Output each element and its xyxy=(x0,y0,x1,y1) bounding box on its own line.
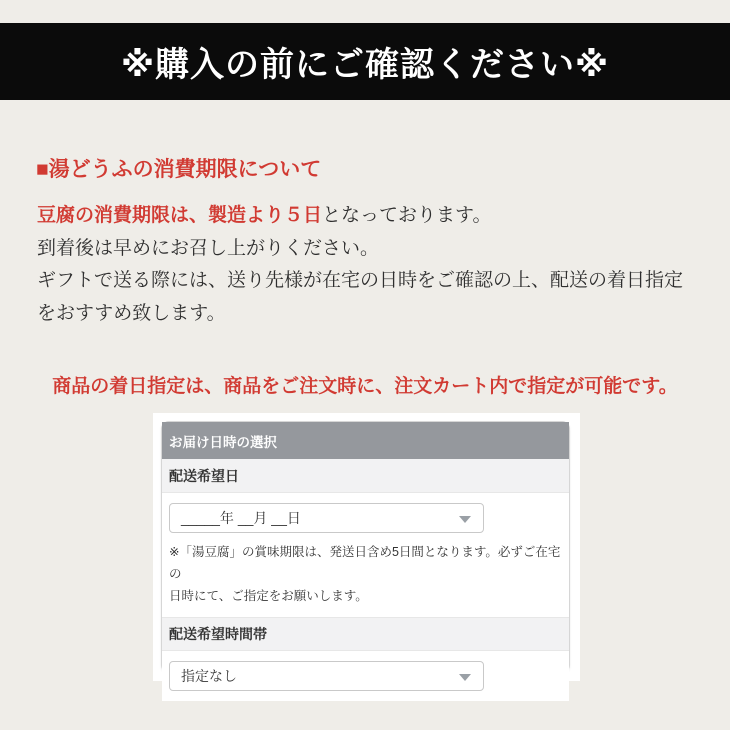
delivery-date-label-row xyxy=(162,459,569,493)
expiry-highlight: 豆腐の消費期限は、製造より５日 xyxy=(37,205,323,226)
delivery-date-note xyxy=(169,541,561,607)
gift-line-2: をおすすめ致します。 xyxy=(37,302,226,324)
form-screenshot xyxy=(153,413,580,684)
delivery-time-label: 配送希望時間帯 xyxy=(169,626,267,642)
delivery-time-section xyxy=(162,651,569,701)
cart-date-instruction: 商品の着日指定は、商品をご注文時に、注文カート内で指定が可能です。 xyxy=(52,376,678,397)
delivery-date-label: 配送希望日 xyxy=(169,467,239,484)
delivery-date-select[interactable] xyxy=(169,503,484,533)
expiry-section-heading: ■湯どうふの消費期限について xyxy=(36,158,322,181)
delivery-date-value: _____年 __月 __日 xyxy=(181,510,301,526)
expiry-rest: となっております。 xyxy=(322,205,492,226)
gift-line-1: ギフトで送る際には、送り先様が在宅の日時をご確認の上、配送の着日指定 xyxy=(37,270,684,291)
confirm-before-purchase-banner: ※購入の前にご確認ください※ xyxy=(0,23,730,100)
note-line-1: ※「湯豆腐」の賞味期限は、発送日含め5日間となります。必ずご在宅の xyxy=(169,545,561,581)
delivery-time-value: 指定なし xyxy=(181,668,237,684)
delivery-datetime-card xyxy=(161,421,570,684)
card-header xyxy=(162,422,569,459)
delivery-date-section xyxy=(162,493,569,617)
chevron-down-icon xyxy=(459,674,471,681)
card-title: お届け日時の選択 xyxy=(169,434,277,450)
delivery-time-label-row xyxy=(162,617,569,651)
delivery-time-select[interactable] xyxy=(169,661,484,691)
note-line-2: 日時にて、ご指定をお願いします。 xyxy=(169,589,368,603)
chevron-down-icon xyxy=(459,516,471,523)
eat-soon-line: 到着後は早めにお召し上がりください。 xyxy=(37,237,380,259)
expiry-line xyxy=(37,200,705,233)
expiry-notice-text xyxy=(37,200,705,330)
